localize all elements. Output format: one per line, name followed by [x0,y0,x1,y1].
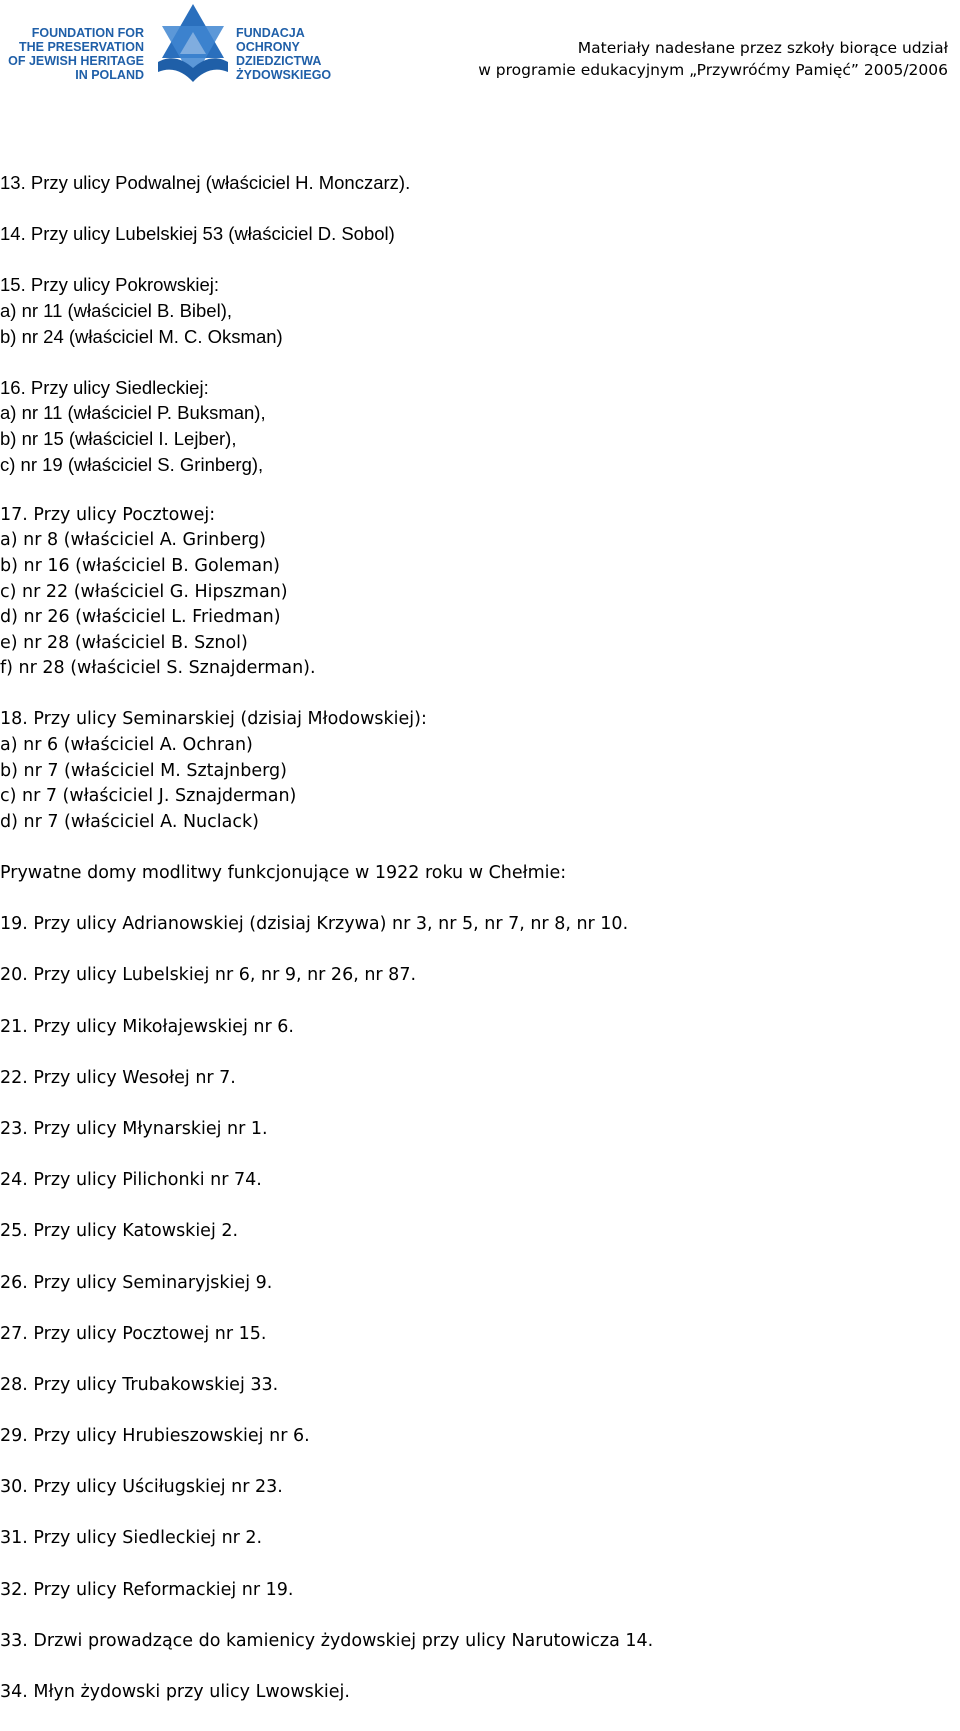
list-subitem: b) nr 24 (właściciel M. C. Oksman) [0,325,283,347]
paragraph [0,503,950,682]
paragraph [0,1322,950,1348]
list-item: 32. Przy ulicy Reformackiej nr 19. [0,1579,294,1600]
paragraph [0,1373,950,1399]
paragraph [0,1680,950,1706]
paragraph [0,1219,950,1245]
list-item: 26. Przy ulicy Seminaryjskiej 9. [0,1272,273,1293]
star-of-david-hands-icon [154,2,232,92]
paragraph [0,1271,950,1297]
list-item: 34. Młyn żydowski przy ulicy Lwowskiej. [0,1682,350,1703]
paragraph [0,221,950,247]
list-item: 20. Przy ulicy Lubelskiej nr 6, nr 9, nr 26, nr 87. [0,965,417,986]
list-subitem: d) nr 26 (właściciel L. Friedman) [0,607,281,628]
document-body [0,170,950,1731]
list-item: 19. Przy ulicy Adrianowskiej (dzisiaj Krzywa) nr 3, nr 5, nr 7, nr 8, nr 10. [0,914,629,935]
list-item: 18. Przy ulicy Seminarskiej (dzisiaj Młodowskiej): [0,709,427,730]
paragraph [0,1424,950,1450]
paragraph [0,912,950,938]
paragraph [0,707,950,835]
paragraph [0,1015,950,1041]
list-item: 21. Przy ulicy Mikołajewskiej nr 6. [0,1016,294,1037]
list-subitem: b) nr 7 (właściciel M. Sztajnberg) [0,760,287,781]
header-caption: Materiały nadesłane przez szkoły biorące udział w programie edukacyjnym „Przywróćmy Pamięć” 2005/2006 [478,39,948,79]
paragraph [0,1578,950,1604]
list-item: 23. Przy ulicy Młynarskiej nr 1. [0,1118,268,1139]
paragraph [0,861,950,887]
paragraph [0,1117,950,1143]
list-item: 31. Przy ulicy Siedleckiej nr 2. [0,1528,263,1549]
paragraph [0,1526,950,1552]
list-subitem: c) nr 19 (właściciel S. Grinberg), [0,453,264,475]
logo-english-text: FOUNDATION FOR THE PRESERVATION OF JEWISH HERITAGE IN POLAND [8,26,144,82]
page-header [0,0,960,100]
list-item: 29. Przy ulicy Hrubieszowskiej nr 6. [0,1426,310,1447]
list-item: Prywatne domy modlitwy funkcjonujące w 1922 roku w Chełmie: [0,863,567,884]
list-subitem: a) nr 8 (właściciel A. Grinberg) [0,530,266,551]
list-subitem: c) nr 7 (właściciel J. Sznajderman) [0,786,297,807]
paragraph [0,963,950,989]
list-item: 25. Przy ulicy Katowskiej 2. [0,1221,239,1242]
list-subitem: d) nr 7 (właściciel A. Nuclack) [0,811,259,832]
paragraph [0,1475,950,1501]
list-item: 24. Przy ulicy Pilichonki nr 74. [0,1170,262,1191]
list-item: 27. Przy ulicy Pocztowej nr 15. [0,1323,267,1344]
list-subitem: c) nr 22 (właściciel G. Hipszman) [0,581,288,602]
paragraph [0,170,950,196]
list-item: 22. Przy ulicy Wesołej nr 7. [0,1067,236,1088]
list-item: 30. Przy ulicy Uściługskiej nr 23. [0,1477,283,1498]
paragraph [0,375,950,477]
list-subitem: f) nr 28 (właściciel S. Sznajderman). [0,658,316,679]
list-item: 17. Przy ulicy Pocztowej: [0,504,216,525]
list-item: 28. Przy ulicy Trubakowskiej 33. [0,1374,279,1395]
list-item: 15. Przy ulicy Pokrowskiej: [0,274,219,296]
list-subitem: a) nr 11 (właściciel P. Buksman), [0,402,266,424]
paragraph [0,1168,950,1194]
foundation-logo [8,2,368,92]
list-subitem: a) nr 11 (właściciel B. Bibel), [0,299,233,321]
list-subitem: b) nr 15 (właściciel I. Lejber), [0,427,237,449]
list-item: 33. Drzwi prowadzące do kamienicy żydowskiej przy ulicy Narutowicza 14. [0,1630,654,1651]
list-subitem: a) nr 6 (właściciel A. Ochran) [0,735,253,756]
paragraph [0,1629,950,1655]
list-subitem: e) nr 28 (właściciel B. Sznol) [0,632,248,653]
list-item: 16. Przy ulicy Siedleckiej: [0,376,209,398]
logo-polish-text: FUNDACJA OCHRONY DZIEDZICTWA ŻYDOWSKIEGO [236,26,332,82]
list-item: 13. Przy ulicy Podwalnej (właściciel H. Monczarz). [0,172,411,193]
list-item: 14. Przy ulicy Lubelskiej 53 (właściciel D. Sobol) [0,223,395,245]
paragraph [0,1066,950,1092]
list-subitem: b) nr 16 (właściciel B. Goleman) [0,555,281,576]
paragraph [0,272,950,349]
